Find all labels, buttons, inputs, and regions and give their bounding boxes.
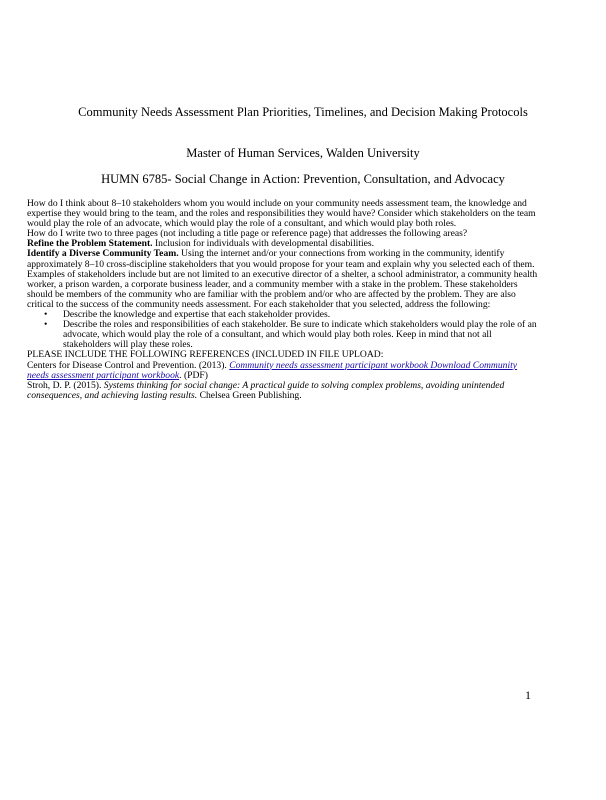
reference-cdc-suffix: . (PDF): [179, 369, 208, 381]
reference-stroh: [27, 381, 539, 401]
intro-question-1: How do I think about 8–10 stakeholders whom you would include on your community needs assessment team, the knowledge and expertise they would bring to the team, and the roles and responsibilities they would have? Consider which stakeholders on the team would play the role of an advocate, which would play the role of a consultant, and which would play both roles.: [27, 198, 536, 230]
refine-text: Inclusion for individuals with developmental disabilities.: [152, 238, 374, 250]
bullet-item-roles: • Describe the roles and responsibilities of each stakeholder. Be sure to indicate which stakeholders would play the role of an advocate, which would play the role of a consultant, and which would play both roles. Keep in mind that not all stakeholders will play these roles.: [63, 320, 539, 350]
course-line: HUMN 6785- Social Change in Action: Prevention, Consultation, and Advocacy: [101, 172, 505, 186]
references-heading: PLEASE INCLUDE THE FOLLOWING REFERENCES (INCLUDED IN FILE UPLOAD:: [27, 349, 384, 361]
reference-stroh-title: Systems thinking for social change: A practical guide to solving complex problems, avoiding unintended consequences, and achieving lasting results.: [27, 379, 505, 401]
document-title: Community Needs Assessment Plan Priorities, Timelines, and Decision Making Protocols: [78, 105, 528, 119]
reference-cdc: [27, 361, 539, 381]
bullet-item-knowledge: • Describe the knowledge and expertise that each stakeholder provides.: [63, 310, 539, 320]
identify-text: Using the internet and/or your connections from working in the community, identify approximately 8–10 cross-discipline stakeholders that you would propose for your team and explain why you selected each of them. Examples of stakeholders include but are not limited to an executive director of a shelter, a school administrator, a community health worker, a prison warden, a corporate business leader, and a community member with a stake in the problem. These stakeholders should be members of the community who are familiar with the problem and/or who are affected by the problem. They are also critical to the success of the community needs assessment. For each stakeholder that you selected, address the following:: [27, 248, 538, 310]
program-line: Master of Human Services, Walden University: [186, 146, 420, 160]
workbook-download-link[interactable]: Community needs assessment participant workbook Download Community needs assessment participant workbook: [27, 359, 518, 381]
identify-paragraph: [27, 249, 539, 310]
identify-heading: Identify a Diverse Community Team.: [27, 248, 179, 260]
intro-question-2: How do I write two to three pages (not including a title page or reference page) that addresses the following areas?: [27, 228, 468, 240]
reference-cdc-prefix: Centers for Disease Control and Prevention. (2013).: [27, 359, 230, 371]
document-body: [27, 199, 539, 401]
stakeholder-bullet-list: [27, 310, 539, 350]
page-number: 1: [525, 688, 531, 702]
refine-heading: Refine the Problem Statement.: [27, 238, 153, 250]
reference-stroh-suffix: Chelsea Green Publishing.: [197, 389, 302, 401]
reference-stroh-prefix: Stroh, D. P. (2015).: [27, 379, 104, 391]
